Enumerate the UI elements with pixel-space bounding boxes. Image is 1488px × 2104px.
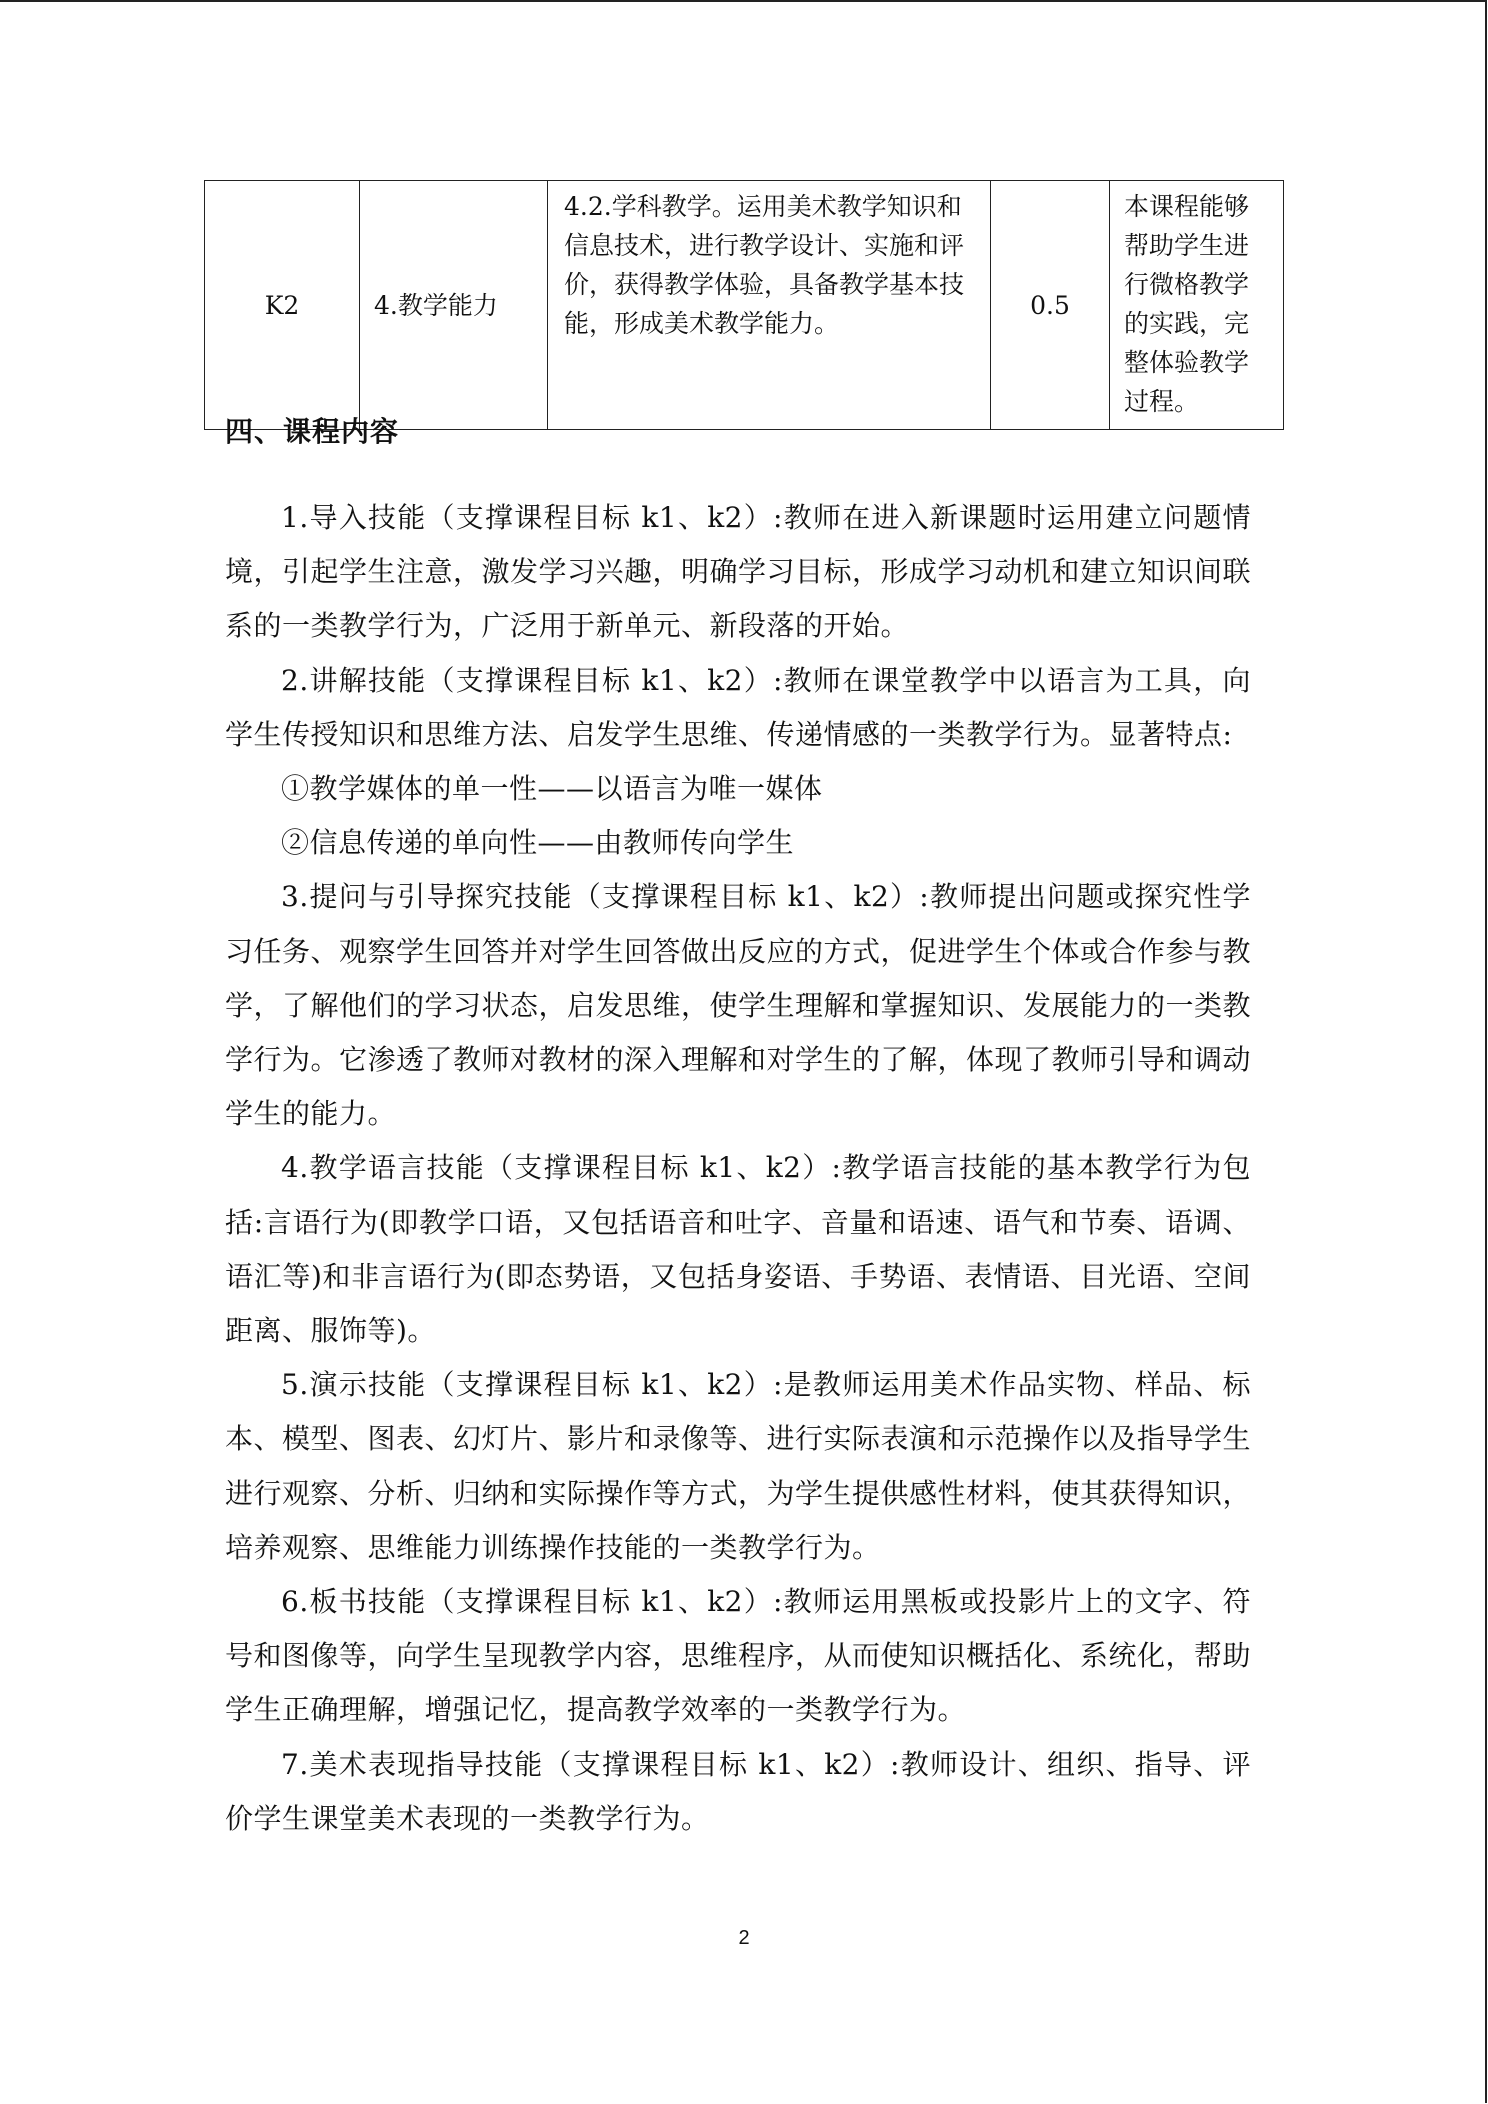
paragraph-language-skill: 4.教学语言技能（支撑课程目标 k1、k2）:教学语言技能的基本教学行为包括:言语行为(即教学口语，又包括语音和吐字、音量和语速、语气和节奏、语调、语汇等)和非言语行为(即态势语，又包括身姿语、手势语、表情语、目光语、空间距离、服饰等)。 bbox=[225, 1151, 1251, 1348]
section-content bbox=[225, 491, 1251, 1846]
support-description-cell: 本课程能够帮助学生进行微格教学的实践，完整体验教学过程。 bbox=[1110, 181, 1284, 430]
paragraph-feature-1: ①教学媒体的单一性——以语言为唯一媒体 bbox=[281, 772, 823, 806]
paragraph-blackboard-skill: 6.板书技能（支撑课程目标 k1、k2）:教师运用黑板或投影片上的文字、符号和图像等，向学生呈现教学内容，思维程序，从而使知识概括化、系统化，帮助学生正确理解，增强记忆，提高教学效率的一类教学行为。 bbox=[225, 1585, 1252, 1727]
objectives-table bbox=[204, 180, 1284, 430]
paragraph-intro-skill: 1.导入技能（支撑课程目标 k1、k2）:教师在进入新课题时运用建立问题情境，引起学生注意，激发学习兴趣，明确学习目标，形成学习动机和建立知识间联系的一类教学行为，广泛用于新单元、新段落的开始。 bbox=[225, 501, 1252, 643]
paragraph-questioning-skill: 3.提问与引导探究技能（支撑课程目标 k1、k2）:教师提出问题或探究性学习任务、观察学生回答并对学生回答做出反应的方式，促进学生个体或合作参与教学，了解他们的学习状态，启发思维，使学生理解和掌握知识、发展能力的一类教学行为。它渗透了教师对教材的深入理解和对学生的了解，体现了教师引导和调动学生的能力。 bbox=[225, 880, 1252, 1131]
paragraph-feature-2: ②信息传递的单向性——由教师传向学生 bbox=[281, 826, 795, 860]
table-row bbox=[205, 181, 1284, 430]
paragraph-demo-skill: 5.演示技能（支撑课程目标 k1、k2）:是教师运用美术作品实物、样品、标本、模型、图表、幻灯片、影片和录像等、进行实际表演和示范操作以及指导学生进行观察、分析、归纳和实际操作等方式，为学生提供感性材料，使其获得知识，培养观察、思维能力训练操作技能的一类教学行为。 bbox=[225, 1368, 1252, 1564]
paragraph-explain-skill: 2.讲解技能（支撑课程目标 k1、k2）:教师在课堂教学中以语言为工具，向学生传授知识和思维方法、启发学生思维、传递情感的一类教学行为。显著特点: bbox=[225, 663, 1251, 751]
section-heading: 四、课程内容 bbox=[225, 415, 400, 448]
requirement-cell: 4.教学能力 bbox=[360, 181, 548, 430]
paragraph-art-guidance-skill: 7.美术表现指导技能（支撑课程目标 k1、k2）:教师设计、组织、指导、评价学生课堂美术表现的一类教学行为。 bbox=[225, 1747, 1251, 1835]
page-number: 2 bbox=[738, 1927, 750, 1949]
indicator-cell: 4.2.学科教学。运用美术教学知识和信息技术，进行教学设计、实施和评价，获得教学体验，具备教学基本技能，形成美术教学能力。 bbox=[548, 181, 991, 430]
weight-cell: 0.5 bbox=[991, 181, 1110, 430]
objective-id-cell: K2 bbox=[205, 181, 360, 430]
